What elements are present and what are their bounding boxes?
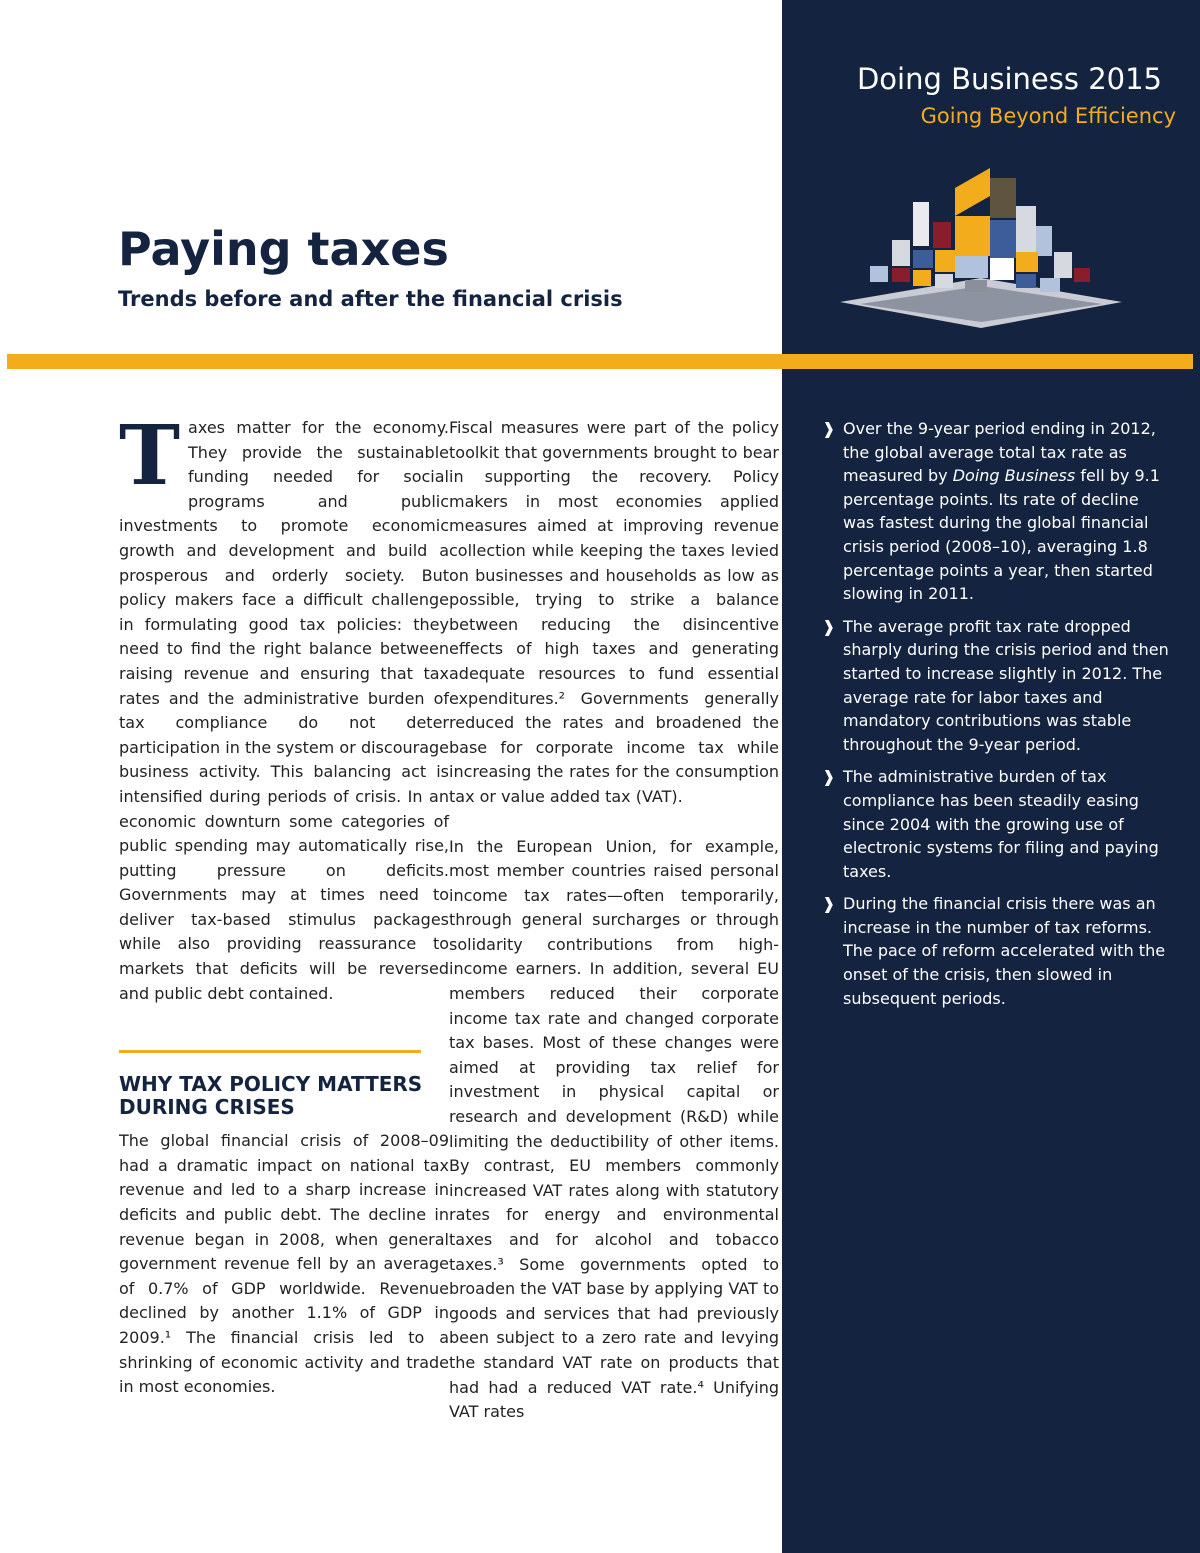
key-finding-emphasis: Doing Business	[952, 466, 1076, 486]
brand-title: Doing Business 2015	[856, 62, 1162, 96]
chevron-right-icon: ❱	[822, 767, 836, 787]
eu-paragraph: In the European Union, for example, most member countries raised personal income tax rates—often temporarily, through general surcharges or through solidarity contributions from high-income earners. In addition, several EU members reduced their corporate income tax rate and changed corporate tax bases. Most of these changes were aimed at providing tax relief for investment in physical capital or research and development (R&D) while limiting the deductibility of other items. By contrast, EU members commonly increased VAT rates along with statutory rates for energy and environmental taxes and for alcohol and tobacco taxes.³ Some governments opted to broaden the VAT base by applying VAT to goods and services that had previously been subject to a zero rate and levying the standard VAT rate on products that had had a reduced VAT rate.⁴ Unifying VAT rates	[449, 836, 779, 1422]
key-finding-text: During the financial crisis there was an increase in the number of tax reforms. The pace of reform accelerated with the onset of the crisis, then slowed in subsequent periods.	[843, 894, 1166, 1008]
key-finding-text: The average profit tax rate dropped sharply during the crisis period and then started to increase slightly in 2012. The average rate for labor taxes and mandatory contributions was stable throughout the 9-year period.	[843, 616, 1169, 754]
header-divider	[7, 354, 1193, 369]
section-paragraph: The global financial crisis of 2008–09 had a dramatic impact on national tax revenue and led to a sharp increase in deficits and public debt. The decline in revenue began in 2008, when general government revenue fell by an average of 0.7% of GDP worldwide. Revenue declined by another 1.1% of GDP in 2009.¹ The financial crisis led to a shrinking of economic activity and trade in most economies.	[119, 1131, 449, 1397]
key-finding-item	[822, 615, 1174, 757]
chevron-right-icon: ❱	[822, 894, 836, 914]
page-subtitle: Trends before and after the financial crisis	[118, 287, 623, 311]
brand-subtitle: Going Beyond Efficiency	[920, 104, 1176, 128]
section-divider	[119, 1050, 421, 1053]
key-finding-text: fell by 9.1 percentage points. Its rate of decline was fastest during the global financial crisis period (2008–10), averaging 1.8 percentage points a year, then started slowing in 2011.	[843, 466, 1160, 604]
body-column-middle	[449, 416, 779, 1425]
intro-paragraph: axes matter for the economy. They provide the sustainable funding needed for social programs and public investments to promote economic growth and development and build a prosperous and orderly society. But policy makers face a difficult challenge in formulating good tax policies: they need to find the right balance between raising revenue and ensuring that tax rates and the administrative burden of tax compliance do not deter participation in the system or discourage business activity. This balancing act is intensified during periods of crisis. In an economic downturn some categories of public spending may automatically rise, putting pressure on deficits. Governments may at times need to deliver tax-based stimulus packages while also providing reassurance to markets that deficits will be reversed and public debt contained.	[119, 418, 449, 1003]
key-finding-text: Over the 9-year period ending in 2012, the global average total tax rate as measured by	[843, 419, 1156, 486]
key-finding-item	[822, 892, 1174, 1010]
section-heading: WHY TAX POLICY MATTERS DURING CRISES	[119, 1072, 423, 1120]
body-column-left	[119, 408, 449, 1400]
key-findings-list	[822, 417, 1174, 1019]
drop-cap: T	[119, 408, 181, 504]
chevron-right-icon: ❱	[822, 616, 836, 636]
doing-business-logo	[840, 160, 1122, 332]
key-finding-text: The administrative burden of tax compliance has been steadily easing since 2004 with the growing use of electronic systems for filing and paying taxes.	[843, 767, 1159, 881]
chevron-right-icon: ❱	[822, 419, 836, 438]
key-finding-item	[822, 417, 1174, 606]
page-title: Paying taxes	[118, 222, 449, 276]
fiscal-measures-paragraph: Fiscal measures were part of the policy toolkit that governments brought to bear in supporting the recovery. Policy makers in most economies applied measures aimed at improving revenue collection while keeping the taxes levied on businesses and households as low as possible, trying to strike a balance between reducing the disincentive effects of high taxes and generating adequate resources to fund essential expenditures.² Governments generally reduced the rates and broadened the base for corporate income tax while increasing the rates for the consumption tax or value added tax (VAT).	[449, 418, 779, 806]
key-finding-item	[822, 765, 1174, 883]
